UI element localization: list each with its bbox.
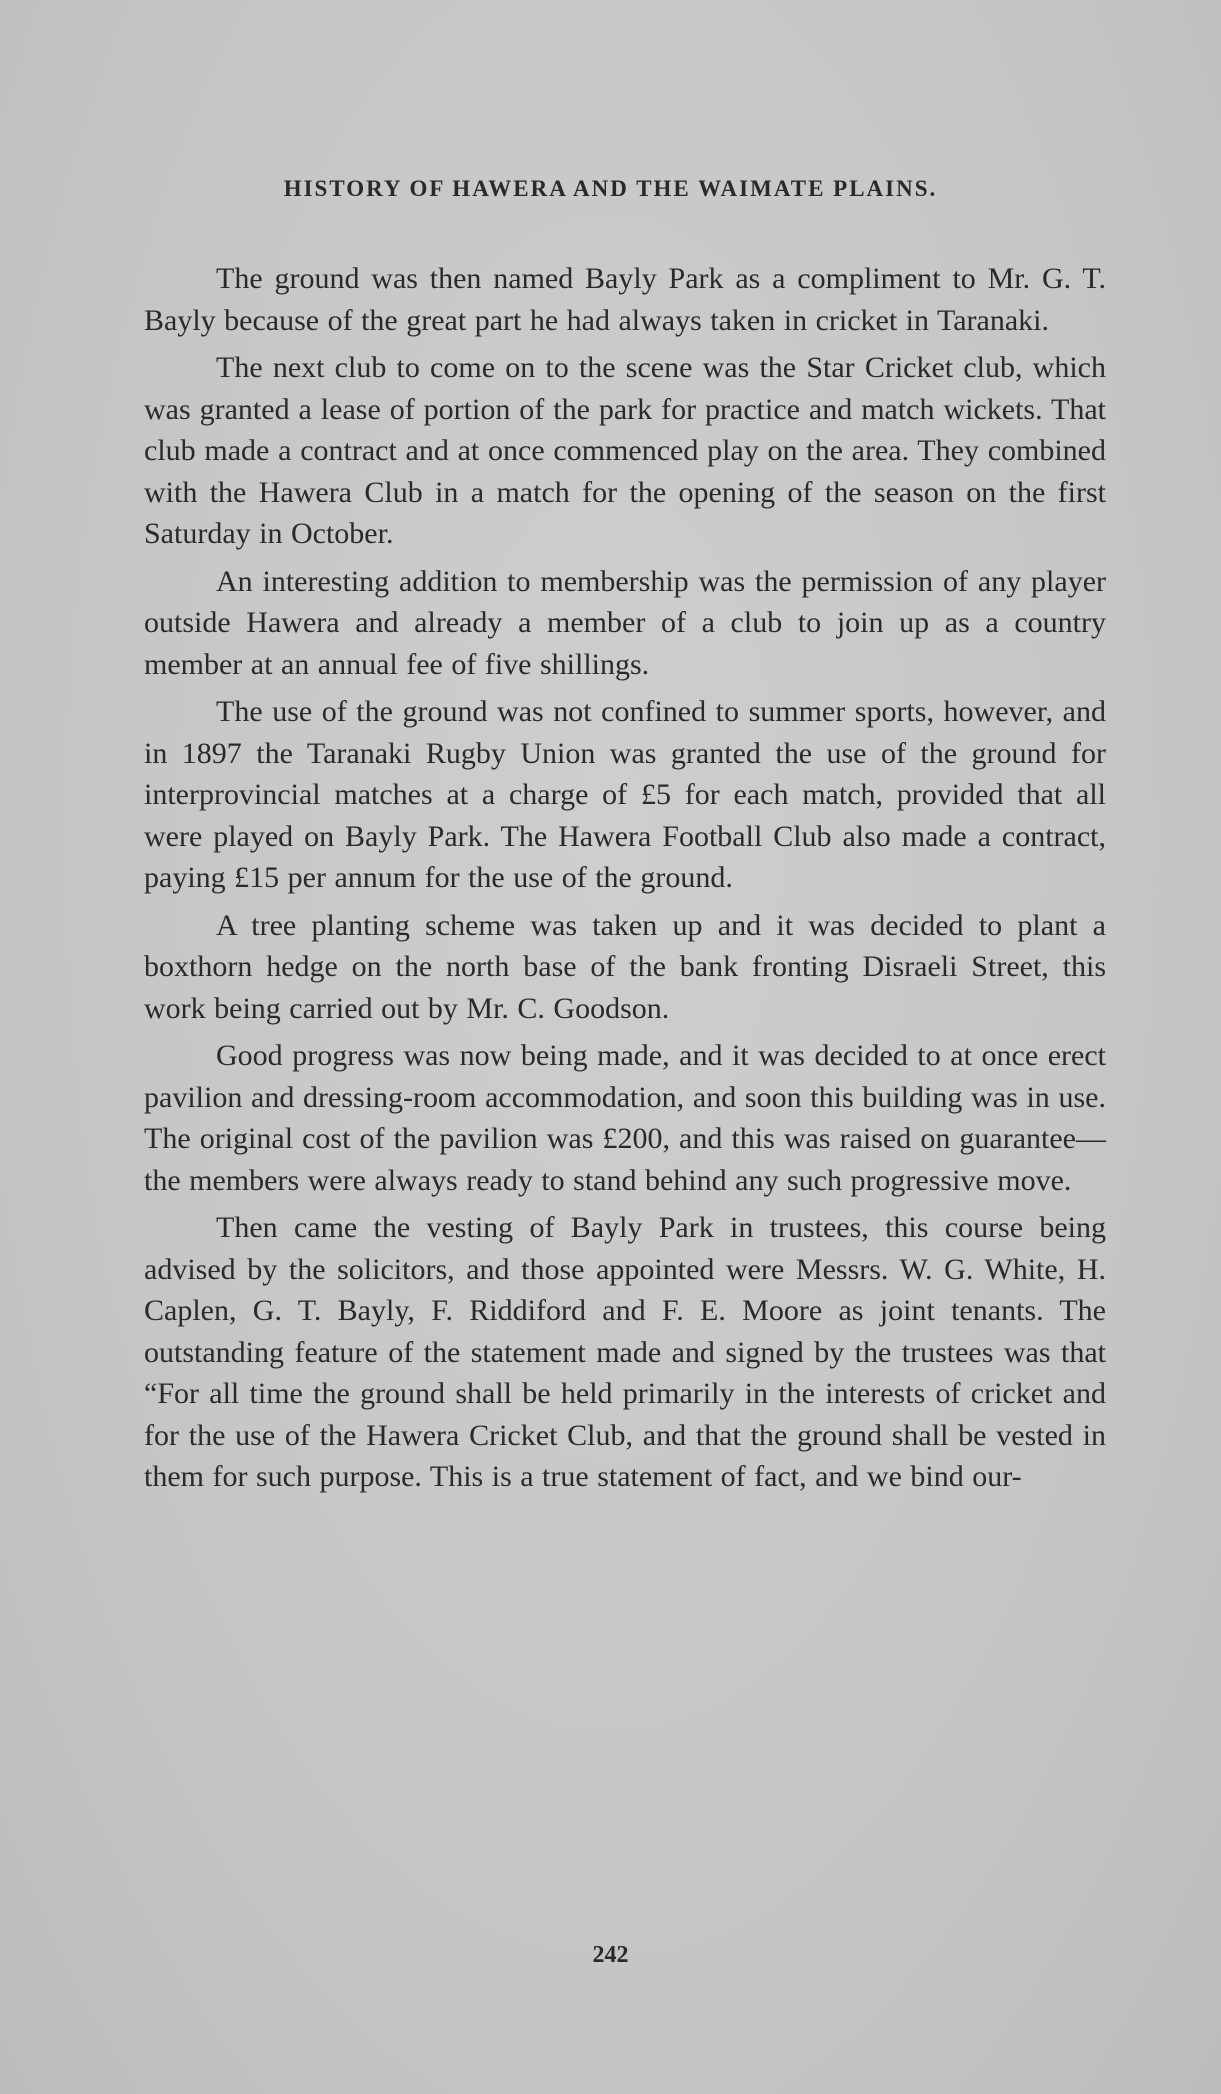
- paragraph-country-membership: An interesting addition to membership was the permission of any player outside Hawera and already a member of a club to join up as a country member at an annual fee of five shillings.: [144, 564, 1106, 681]
- page-number: 242: [592, 1942, 629, 1968]
- paragraph-star-cricket-club: The next club to come on to the scene was the Star Cricket club, which was granted a lease of portion of the park for practice and match wickets. That club made a contract and at once commenced play on the area. They combined with the Hawera Club in a match for the opening of the season on the first Saturday in October.: [144, 351, 1106, 550]
- running-title: HISTORY OF HAWERA AND THE WAIMATE PLAINS.: [283, 176, 938, 201]
- paragraph-pavilion: Good progress was now being made, and it was decided to at once erect pavilion and dressing-room accommodation, and soon this building was in use. The original cost of the pavilion was £200, and this was raised on guarantee—the members were always ready to stand behind any such progressive move.: [144, 1039, 1106, 1197]
- body-text: [144, 258, 1106, 1504]
- paragraph-winter-sports-use: The use of the ground was not confined to summer sports, however, and in 1897 the Taranaki Rugby Union was granted the use of the ground for interprovincial matches at a charge of £5 for each match, provided that all were played on Bayly Park. The Hawera Football Club also made a contract, paying £15 per annum for the use of the ground.: [144, 695, 1106, 894]
- paragraph-trustees: Then came the vesting of Bayly Park in trustees, this course being advised by the solicitors, and those appointed were Messrs. W. G. White, H. Caplen, G. T. Bayly, F. Riddiford and F. E. Moore as joint tenants. The outstanding feature of the statement made and signed by the trustees was that “For all time the ground shall be held primarily in the interests of cricket and for the use of the Hawera Cricket Club, and that the ground shall be vested in them for such purpose. This is a true statement of fact, and we bind our-: [144, 1211, 1106, 1493]
- paragraph-bayly-park-naming: The ground was then named Bayly Park as a compliment to Mr. G. T. Bayly because of the great part he had always taken in cricket in Taranaki.: [144, 262, 1106, 337]
- paragraph-tree-planting: A tree planting scheme was taken up and it was decided to plant a boxthorn hedge on the north base of the bank fronting Disraeli Street, this work being carried out by Mr. C. Goodson.: [144, 908, 1106, 1025]
